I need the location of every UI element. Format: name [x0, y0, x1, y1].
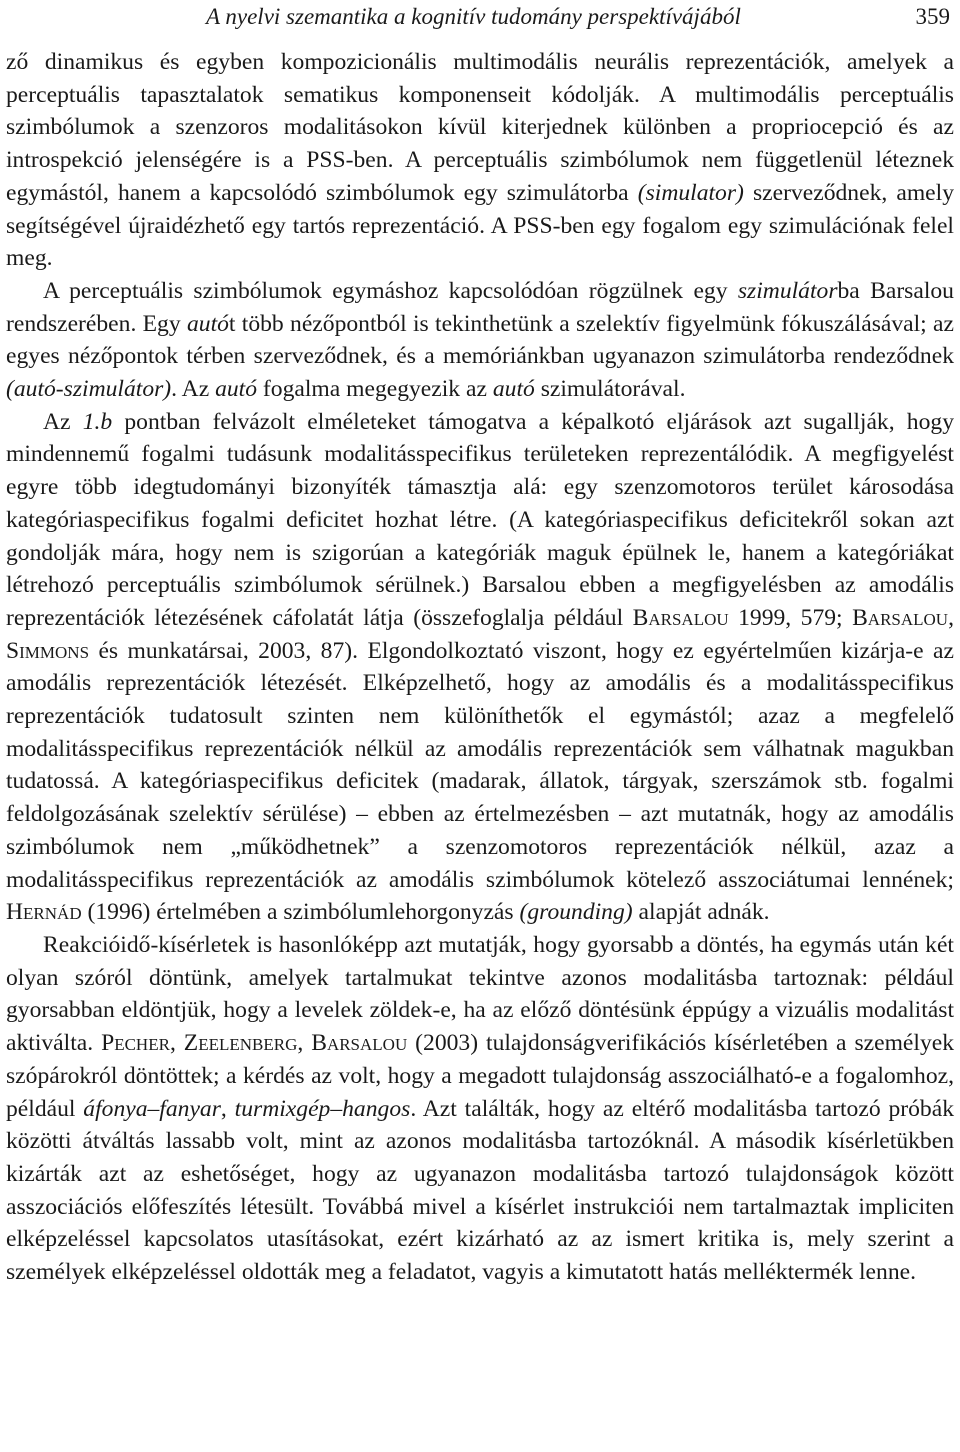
paragraph-2 — [6, 275, 954, 406]
italic-term: (simulator) — [637, 179, 744, 206]
text-run: ző dinamikus és egyben kompozicionális multimodális neurális reprezentációk, amelyek a perceptuális tapasztalatok sematikus komponenseit kódolják. A multimodális perceptuális szimbólumok a szenzoros modalitásokon kívül kiterjednek különben a propriocepció és az introspekció jelenségére is a PSS-ben. A perceptuális szimbólumok nem függetlenül léteznek egymástól, hanem a kapcsolódó szimbólumok egy szimulátorba — [6, 49, 954, 206]
author-name: Pecher — [101, 1030, 170, 1057]
author-name: Simmons — [6, 637, 90, 664]
text-run: ba Barsalou rendszerében. Egy — [6, 277, 954, 337]
text-run: Reakcióidő-kísérletek is hasonlóképp azt mutatják, hogy gyorsabb a döntés, ha egymás után két olyan szóról döntünk, amelyek tartalmukat tekintve azonos modalitásba tartoznak: például gyorsabban eldöntjük, hogy a levelek zöldek-e, ha az előző döntésünk éppúgy a vizuális modalitást aktiválta. — [6, 931, 954, 1057]
italic-term: áfonya–fanyar — [83, 1095, 221, 1122]
text-run: szerveződnek, amely segítségével újraidézhető egy tartós reprezentáció. A PSS-ben egy fogalom egy szimulációnak felel meg. — [6, 179, 954, 272]
italic-term: 1.b — [82, 408, 113, 435]
running-title: A nyelvi szemantika a kognitív tudomány perspektívájából — [206, 4, 741, 29]
italic-term: autó — [215, 376, 258, 403]
book-page — [6, 0, 954, 1452]
text-run: , — [948, 604, 954, 631]
italic-term: (grounding) — [519, 899, 633, 926]
text-run: , — [220, 1095, 235, 1122]
author-name: Barsalou — [852, 604, 949, 631]
text-run: A perceptuális szimbólumok egymáshoz kapcsolódóan rögzülnek egy — [43, 277, 738, 304]
text-run: Az — [43, 408, 83, 435]
text-run: (2003) tulajdonságverifikációs kísérletében a személyek szópárokról döntöttek; a kérdés az volt, hogy a megadott tulajdonság asszociálható-e a fogalomhoz, például — [6, 1030, 955, 1122]
author-name: Hernád — [6, 899, 82, 926]
text-run: . Az — [171, 376, 216, 403]
italic-term: autó — [186, 310, 229, 337]
italic-term: autó — [492, 376, 535, 403]
text-run: szimulátorával. — [534, 376, 686, 403]
italic-term: (autó-szimulátor) — [6, 376, 172, 403]
text-run: , — [297, 1030, 312, 1057]
text-run: (1996) értelmében a szimbólumlehorgonyzás — [81, 899, 520, 926]
text-run: 1999, 579; — [728, 604, 853, 631]
text-run: , — [169, 1030, 184, 1057]
text-run: pontban felvázolt elméleteket támogatva a képalkotó eljárások azt sugallják, hogy mindennemű fogalmi tudásunk modalitásspecifikus területeken reprezentálódik. A megfigyelést egyre több idegtudományi bizonyíték támasztja alá: egy szenzomotoros terület károsodása kategóriaspecifikus fogalmi deficitet hozhat létre. (A kategóriaspecifikus deficitekről sokan azt gondolják mára, hogy nem is szigorúan a kategóriák maguk épülnek le, hanem a kategóriákat létrehozó perceptuális szimbólumok sérülnek.) Barsalou ebben a megfigyelésben az amodális reprezentációk létezésének cáfolatát látja (összefoglalja például — [6, 408, 954, 631]
text-run: fogalma megegyezik az — [257, 376, 493, 403]
author-name: Barsalou — [632, 604, 729, 631]
paragraph-4 — [6, 929, 954, 1289]
text-run: . Azt találták, hogy az eltérő modalitásba tartozó próbák közötti átváltás lassabb volt, mint az azonos modalitásba tartozóknál. A második kísérletükben kizárták azt az eshetőséget, hogy az ugyanazon modalitásba tartozó tulajdonságok között asszociációs előfeszítés létesült. Továbbá mivel a kísérlet instrukciói nem tartalmaztak impliciten elképzeléssel kapcsolatos utasításokat, ezért kizárható az az ismert kritika is, mely szerint a személyek elképzeléssel oldották meg a feladatot, vagyis a kimutatott hatás melléktermék lenne. — [6, 1095, 954, 1286]
text-run: alapját adnák. — [632, 899, 770, 926]
running-header — [6, 2, 954, 32]
page-number: 359 — [915, 4, 950, 29]
author-name: Barsalou — [311, 1030, 408, 1057]
author-name: Zeelenberg — [183, 1030, 298, 1057]
paragraph-3 — [6, 406, 954, 929]
italic-term: turmixgép–hangos — [234, 1095, 411, 1122]
paragraph-1 — [6, 46, 954, 275]
text-run: t több nézőpontból is tekinthetünk a szelektív figyelmünk fókuszálásával; az egyes nézőpontok térben szerveződnek, és a memóriánkban ugyanazon szimulátorba rendeződnek — [6, 310, 954, 370]
text-run: és munkatársai, 2003, 87). Elgondolkoztató viszont, hogy ez egyértelműen kizárja-e az amodális reprezentációk létezését. Elképzelhető, hogy az amodális és a modalitásspecifikus reprezentációk tudatosult szinten nem különíthetők el egymástól; azaz a megfelelő modalitásspecifikus reprezentációk nélkül az amodális reprezentációk sem válhatnak magukban tudatossá. A kategóriaspecifikus deficitek (madarak, állatok, tárgyak, szerszámok stb. fogalmi feldolgozásának szelektív sérülése) – ebben az értelmezésben – azt mutatnák, hogy az amodális szimbólumok nem „működhetnek” a szenzomotoros reprezentációk nélkül, azaz a modalitásspecifikus reprezentációk az amodális szimbólumok kötelező asszociátumai lennének; — [6, 637, 954, 893]
italic-term: szimulátor — [737, 277, 838, 304]
body-text — [6, 46, 954, 1289]
